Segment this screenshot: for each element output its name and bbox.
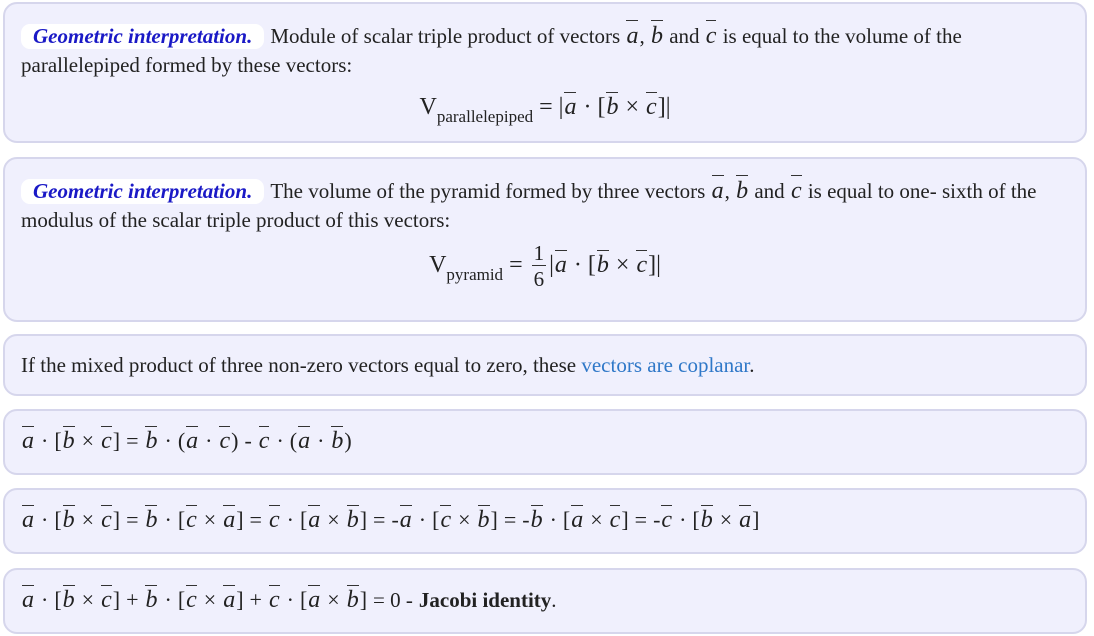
vector-c: c: [646, 94, 657, 120]
cross: ×: [615, 252, 630, 279]
vector-b: b: [650, 23, 663, 49]
vector-b: b: [62, 428, 75, 454]
vector-c: c: [258, 428, 270, 454]
vector-b: b: [331, 428, 344, 454]
dot: ·: [286, 587, 294, 612]
period: .: [749, 353, 755, 377]
equals: =: [539, 94, 553, 120]
dot: ·: [286, 507, 294, 532]
vector-a: a: [571, 507, 584, 533]
vector-b: b: [145, 587, 158, 613]
vector-c: c: [705, 23, 717, 49]
vector-b: b: [346, 587, 359, 613]
dot: ·: [418, 507, 427, 532]
vector-a: a: [711, 178, 724, 204]
dot: ·: [549, 507, 557, 532]
text-and: and: [754, 179, 785, 203]
bracket: [: [587, 252, 596, 279]
vector-c: c: [661, 507, 673, 533]
plus: +: [249, 587, 262, 612]
text: The volume of the pyramid formed by three vectors: [270, 179, 706, 203]
volume-symbol: V: [429, 252, 447, 279]
fraction-one-sixth: [532, 241, 547, 292]
vector-c: c: [268, 507, 280, 533]
vector-c: c: [101, 428, 112, 454]
dot: ·: [679, 507, 687, 532]
vector-b: b: [62, 587, 75, 613]
vector-a: a: [186, 428, 199, 454]
volume-subscript: pyramid: [446, 265, 504, 285]
vector-a: a: [399, 507, 412, 533]
dot: ·: [164, 428, 172, 453]
comma: ,: [724, 179, 730, 203]
bracket: ]: [359, 587, 368, 612]
bracket: ]: [648, 252, 657, 279]
vector-a: a: [626, 23, 639, 49]
plus: +: [126, 587, 139, 612]
vector-a: a: [308, 587, 321, 613]
dot: ·: [164, 507, 172, 532]
formula-volume-pyramid: [5, 241, 1085, 292]
geometric-interpretation-parallelepiped-box: [3, 2, 1087, 143]
vector-b: b: [700, 507, 713, 533]
vector-b: b: [145, 428, 158, 454]
cross: ×: [458, 507, 471, 532]
link-vectors-are-coplanar[interactable]: vectors are coplanar: [581, 353, 750, 377]
bracket: ]: [490, 507, 498, 532]
bracket: [: [54, 428, 62, 453]
paragraph: [21, 22, 1071, 80]
dot: ·: [583, 94, 592, 120]
vector-b: b: [62, 507, 75, 533]
dot: ·: [573, 252, 582, 279]
bracket: [: [597, 94, 606, 120]
bracket: [: [177, 587, 186, 612]
vector-c: c: [268, 587, 280, 613]
formula-jacobi-identity: [21, 587, 557, 614]
cross: ×: [203, 587, 217, 612]
vector-a: a: [564, 94, 577, 120]
fraction-denominator: 6: [533, 267, 545, 291]
coplanar-condition-box: [3, 334, 1087, 396]
dot: ·: [41, 587, 49, 612]
bracket: [: [692, 507, 700, 532]
minus: -: [391, 507, 399, 532]
paren: (: [289, 428, 298, 453]
equals-zero: = 0 -: [373, 588, 413, 612]
vector-c: c: [636, 252, 648, 279]
badge-geometric-interpretation: Geometric interpretation.: [21, 24, 264, 49]
dot: ·: [41, 428, 49, 453]
formula-volume-parallelepiped: [5, 94, 1085, 127]
equals: =: [373, 507, 386, 532]
cross: ×: [625, 94, 640, 120]
bracket: ]: [236, 587, 244, 612]
vector-c: c: [101, 507, 112, 533]
cross: ×: [81, 428, 95, 453]
bracket: [: [299, 587, 308, 612]
abs-bar: |: [665, 94, 671, 120]
bracket: [: [54, 587, 62, 612]
bracket: [: [562, 507, 571, 532]
cross: ×: [203, 507, 217, 532]
bracket: ]: [236, 507, 244, 532]
bracket: ]: [359, 507, 368, 532]
dot: ·: [41, 507, 49, 532]
abs-bar: |: [558, 94, 564, 120]
equals: =: [503, 507, 517, 532]
bracket: [: [177, 507, 186, 532]
vector-a: a: [739, 507, 752, 533]
vector-c: c: [186, 587, 197, 613]
equals: =: [126, 428, 139, 453]
dot: ·: [205, 428, 213, 453]
geometric-interpretation-pyramid-box: [3, 157, 1087, 322]
cross: ×: [719, 507, 733, 532]
cross: ×: [81, 507, 95, 532]
paragraph: [21, 351, 1071, 380]
bracket: ]: [657, 94, 666, 120]
vector-b: b: [530, 507, 543, 533]
vector-b: b: [606, 94, 619, 120]
vector-a: a: [22, 587, 34, 613]
dot: ·: [276, 428, 284, 453]
text-and: and: [669, 24, 700, 48]
bracket: ]: [752, 507, 760, 532]
equals: =: [126, 507, 139, 532]
jacobi-identity-label: Jacobi identity: [418, 588, 552, 612]
vector-b: b: [346, 507, 359, 533]
vector-c: c: [101, 587, 112, 613]
paren: ): [344, 428, 352, 453]
period: .: [551, 588, 557, 612]
equals: =: [634, 507, 648, 532]
vector-c: c: [219, 428, 231, 454]
jacobi-identity-box: [3, 568, 1087, 634]
abs-bar: |: [549, 252, 554, 279]
cross: ×: [81, 587, 95, 612]
text: Module of scalar triple product of vectors: [270, 24, 621, 48]
text: is equal to the volume of: [722, 24, 931, 48]
vector-b: b: [477, 507, 490, 533]
minus: -: [522, 507, 530, 532]
volume-subscript: parallelepiped: [436, 107, 534, 126]
abs-bar: |: [656, 252, 661, 279]
vector-a: a: [223, 587, 236, 613]
vector-a: a: [308, 507, 321, 533]
vector-c: c: [609, 507, 621, 533]
cross: ×: [590, 507, 603, 532]
triple-product-expansion-box: [3, 409, 1087, 475]
minus: -: [653, 507, 661, 532]
badge-geometric-interpretation: Geometric interpretation.: [21, 179, 264, 204]
fraction-numerator: 1: [533, 241, 545, 265]
vector-a: a: [554, 252, 567, 279]
paragraph: [21, 177, 1071, 235]
bracket: ]: [621, 507, 629, 532]
vector-b: b: [145, 507, 158, 533]
bracket: [: [299, 507, 308, 532]
paren: ): [231, 428, 239, 453]
equals: =: [509, 252, 523, 279]
minus: -: [244, 428, 252, 453]
vector-c: c: [440, 507, 452, 533]
text: the parallelepiped formed by these vectors:: [21, 24, 962, 77]
vector-a: a: [223, 507, 236, 533]
dot: ·: [164, 587, 172, 612]
vector-a: a: [22, 507, 34, 533]
bracket: [: [432, 507, 440, 532]
equals: =: [249, 507, 262, 532]
paren: (: [177, 428, 186, 453]
cross: ×: [327, 507, 340, 532]
comma: ,: [639, 24, 645, 48]
vector-a: a: [298, 428, 311, 454]
vector-c: c: [186, 507, 197, 533]
volume-symbol: V: [419, 94, 437, 120]
bracket: ]: [112, 507, 121, 532]
bracket: ]: [112, 428, 121, 453]
text: If the mixed product of three non-zero vectors equal to zero, these: [21, 353, 577, 377]
vector-b: b: [596, 252, 609, 279]
bracket: ]: [112, 587, 121, 612]
dot: ·: [317, 428, 325, 453]
vector-a: a: [22, 428, 34, 454]
cyclic-permutation-box: [3, 488, 1087, 554]
formula-cyclic-permutations: [21, 507, 759, 534]
cross: ×: [327, 587, 340, 612]
formula-bac-cab: [21, 428, 352, 455]
vector-b: b: [736, 178, 749, 204]
text: sixth of the modulus of the scalar triple product of this vectors:: [21, 179, 1037, 232]
text: is equal to one-: [807, 179, 937, 203]
vector-c: c: [790, 178, 802, 204]
bracket: [: [54, 507, 62, 532]
